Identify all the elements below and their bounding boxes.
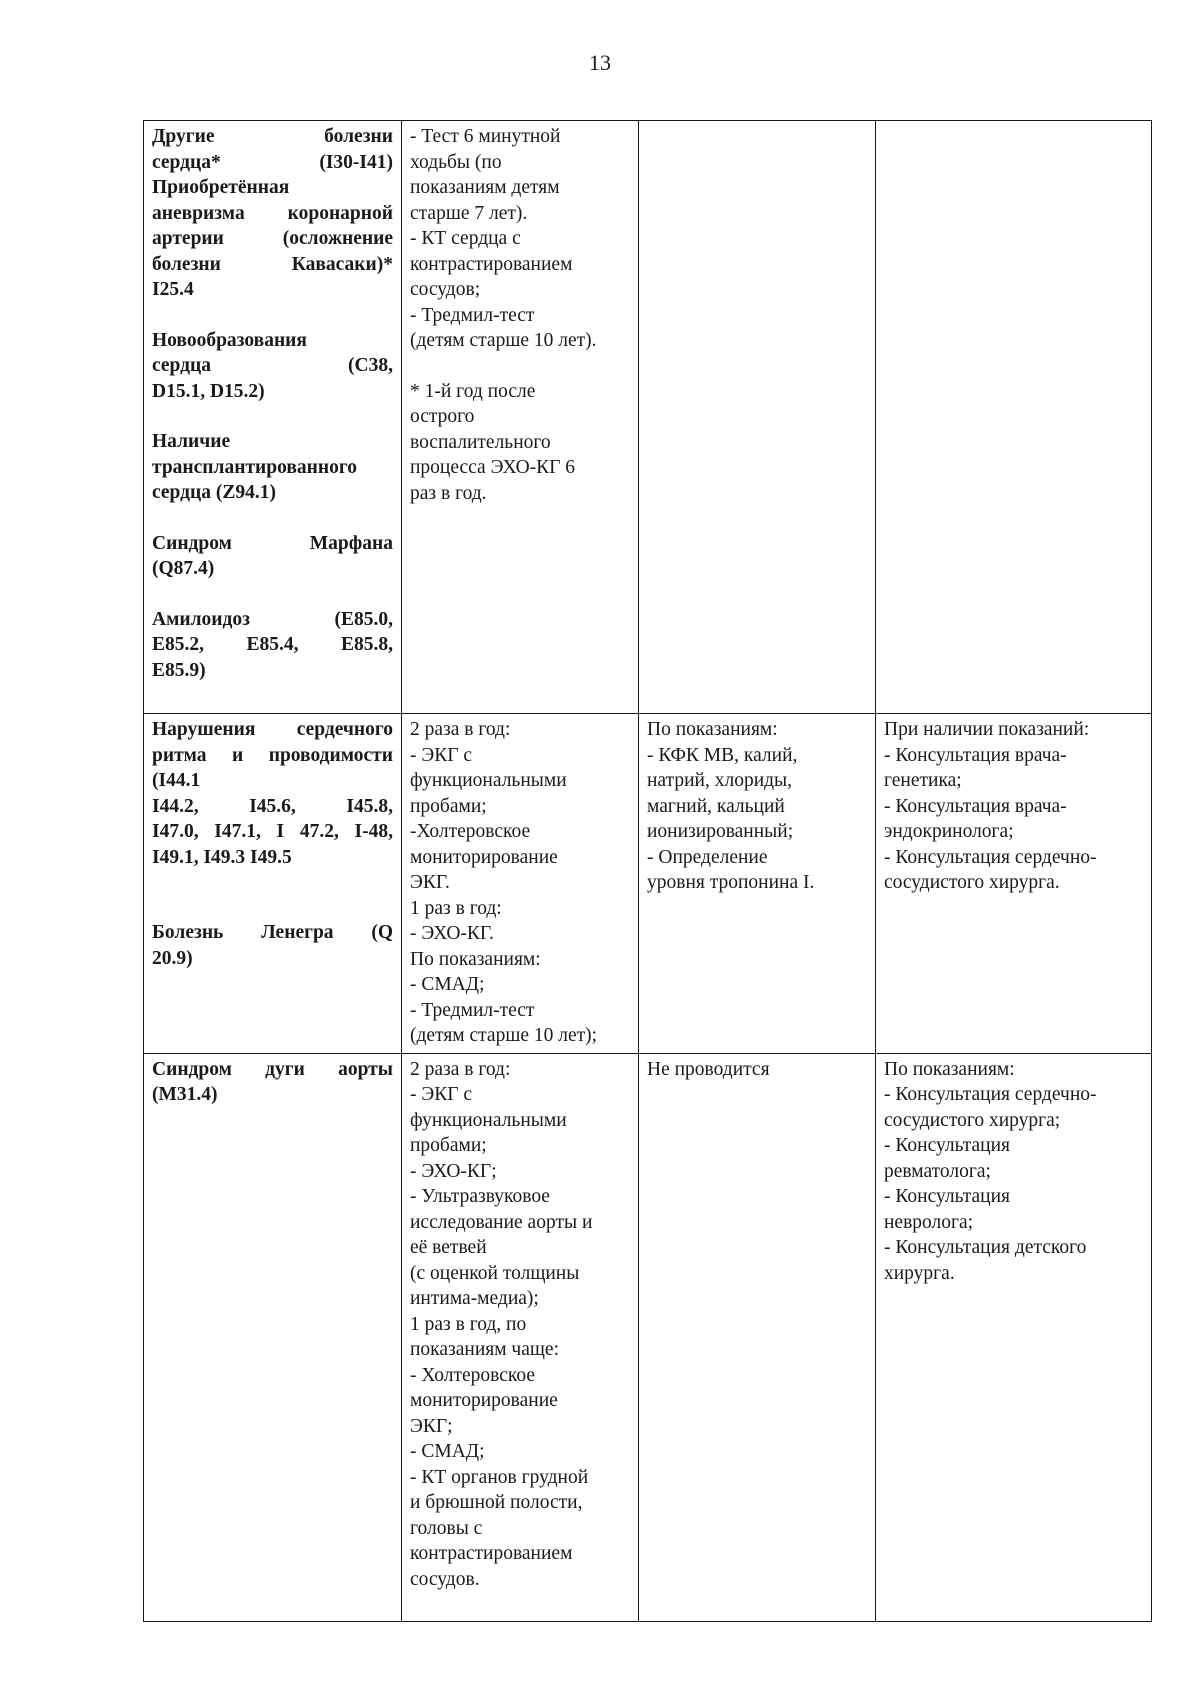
text-line: Приобретённая <box>152 177 290 198</box>
text-line: аневризма коронарной <box>152 202 393 224</box>
text-line: эндокринолога; <box>884 821 1014 842</box>
diagnosis-block <box>152 429 393 506</box>
text-line: 1 раз в год, по <box>410 1313 527 1335</box>
diagnosis-cell <box>144 121 402 714</box>
text-line: генетика; <box>884 770 962 791</box>
text-line: - Тредмил-тест <box>410 304 535 326</box>
text-line: сосудистого хирурга. <box>884 872 1060 893</box>
text-line: сосудистого хирурга; <box>884 1109 1061 1131</box>
text-line: функциональными <box>410 770 567 791</box>
text-line: - ЭКГ с <box>410 744 473 766</box>
text-line: сердца (Z94.1) <box>152 482 276 503</box>
text-line: сосудов; <box>410 279 481 300</box>
text-line: По показаниям: <box>410 948 541 970</box>
text-line: I47.0, I47.1, I 47.2, I-48, <box>152 821 393 842</box>
text-line: E85.9) <box>152 659 206 681</box>
text-line: Наличие <box>152 431 231 452</box>
text-line: По показаниям: <box>884 1058 1015 1080</box>
diagnosis-block <box>152 124 393 303</box>
text-line: 2 раза в год: <box>410 1058 511 1080</box>
text-line: трансплантированного <box>152 456 358 478</box>
text-line: болезни Кавасаки)* <box>152 253 393 275</box>
text-line: магний, кальций <box>647 795 785 817</box>
text-line: Болезнь Ленегра (Q <box>152 922 393 943</box>
diagnosis-block <box>152 328 393 405</box>
text-line: воспалительного <box>410 431 551 453</box>
text-line: - Консультация врача- <box>884 795 1067 817</box>
diagnosis-block <box>152 895 393 971</box>
text-line: Другие болезни <box>152 126 393 147</box>
text-line: 1 раз в год: <box>410 897 502 919</box>
text-line: По показаниям: <box>647 719 778 740</box>
text-line: натрий, хлориды, <box>647 770 793 791</box>
text-line: * 1-й год после <box>410 380 536 402</box>
text-line: - ЭКГ с <box>410 1084 473 1105</box>
text-line: - Консультация врача- <box>884 744 1067 766</box>
text-line: Амилоидоз (E85.0, <box>152 608 393 630</box>
text-line: ЭКГ; <box>410 1415 453 1437</box>
text-line: Новообразования <box>152 329 307 351</box>
text-line: ионизированный; <box>647 821 794 842</box>
text-line: и брюшной полости, <box>410 1492 583 1513</box>
text-line: мониторирование <box>410 846 558 868</box>
text-line: сосудов. <box>410 1568 480 1590</box>
text-line: Не проводится <box>647 1058 770 1080</box>
schedule-cell <box>402 714 639 1054</box>
text-line: (детям старше 10 лет). <box>410 330 597 351</box>
text-line: - Консультация <box>884 1186 1011 1207</box>
text-line: - Определение <box>647 846 768 868</box>
text-line: мониторирование <box>410 1390 558 1411</box>
text-line: 2 раза в год: <box>410 719 511 740</box>
text-line: контрастированием <box>410 1543 573 1564</box>
labs-cell <box>639 121 876 714</box>
text-line: ЭКГ. <box>410 872 450 893</box>
text-line: - КТ органов грудной <box>410 1466 589 1488</box>
text-line: сердца (C38, <box>152 355 393 376</box>
diagnosis-block <box>152 717 393 870</box>
consults-cell <box>876 121 1152 714</box>
text-line: функциональными <box>410 1109 567 1131</box>
text-line: (M31.4) <box>152 1084 218 1105</box>
text-line: I49.1, I49.3 I49.5 <box>152 846 292 868</box>
text-line: I25.4 <box>152 279 194 300</box>
text-line: I44.2, I45.6, I45.8, <box>152 795 393 817</box>
text-line: процесса ЭХО-КГ 6 <box>410 457 576 478</box>
diagnosis-cell <box>144 714 402 1054</box>
text-line: - СМАД; <box>410 974 485 995</box>
text-line: - КФК МВ, калий, <box>647 744 798 766</box>
text-line: - КТ сердца с <box>410 228 521 249</box>
text-line: её ветвей <box>410 1237 487 1258</box>
text-line: (с оценкой толщины <box>410 1262 580 1284</box>
table-row <box>144 121 1152 714</box>
text-line: артерии (осложнение <box>152 228 393 249</box>
text-line: (детям старше 10 лет); <box>410 1025 598 1046</box>
text-line: раз в год. <box>410 482 487 504</box>
diagnosis-cell <box>144 1053 402 1621</box>
clinical-table <box>143 120 1152 1622</box>
consults-cell <box>876 1053 1152 1621</box>
table-row <box>144 1053 1152 1621</box>
text-line: (Q87.4) <box>152 558 215 579</box>
text-line: E85.2, E85.4, E85.8, <box>152 634 393 655</box>
text-line: исследование аорты и <box>410 1211 593 1233</box>
text-line: - Консультация <box>884 1135 1011 1156</box>
text-line: Нарушения сердечного <box>152 719 393 740</box>
text-line: ходьбы (по <box>410 151 502 173</box>
text-line: При наличии показаний: <box>884 719 1090 740</box>
text-line: хирурга. <box>884 1262 955 1284</box>
text-line: интима-медиа); <box>410 1288 539 1309</box>
text-line: D15.1, D15.2) <box>152 380 265 402</box>
diagnosis-block <box>152 607 393 684</box>
text-line <box>410 354 630 379</box>
text-line: - Консультация сердечно- <box>884 1084 1097 1105</box>
text-line <box>152 895 393 920</box>
text-line: - Ультразвуковое <box>410 1186 550 1207</box>
text-line: - Тредмил-тест <box>410 999 535 1021</box>
text-line: старше 7 лет). <box>410 202 528 224</box>
text-line: сердца* (I30-I41) <box>152 151 393 173</box>
text-line: - СМАД; <box>410 1441 485 1462</box>
schedule-cell <box>402 1053 639 1621</box>
text-line: показаниям чаще: <box>410 1339 559 1360</box>
text-line: пробами; <box>410 795 487 817</box>
diagnosis-block <box>152 1057 393 1108</box>
text-line: головы с <box>410 1517 483 1539</box>
text-line: - Тест 6 минутной <box>410 126 561 147</box>
text-line: (I44.1 <box>152 770 201 791</box>
labs-cell <box>639 1053 876 1621</box>
schedule-cell <box>402 121 639 714</box>
text-line: - Консультация сердечно- <box>884 846 1097 868</box>
text-line: пробами; <box>410 1135 487 1156</box>
text-line: - ЭХО-КГ. <box>410 923 494 944</box>
text-line: Синдром Марфана <box>152 532 393 554</box>
text-line: показаниям детям <box>410 177 560 198</box>
text-line: Синдром дуги аорты <box>152 1058 393 1080</box>
page-number: 13 <box>589 50 611 75</box>
table-row <box>144 714 1152 1054</box>
consults-cell <box>876 714 1152 1054</box>
labs-cell <box>639 714 876 1054</box>
text-line: острого <box>410 406 475 427</box>
text-line: контрастированием <box>410 253 573 275</box>
text-line: невролога; <box>884 1211 974 1233</box>
text-line: ритма и проводимости <box>152 744 393 766</box>
text-line: - Холтеровское <box>410 1364 535 1386</box>
text-line: - Консультация детского <box>884 1237 1087 1258</box>
text-line: -Холтеровское <box>410 821 531 842</box>
text-line: ревматолога; <box>884 1160 991 1182</box>
text-line: - ЭХО-КГ; <box>410 1160 497 1182</box>
diagnosis-block <box>152 531 393 582</box>
text-line: 20.9) <box>152 947 193 969</box>
text-line: уровня тропонина I. <box>647 872 815 893</box>
